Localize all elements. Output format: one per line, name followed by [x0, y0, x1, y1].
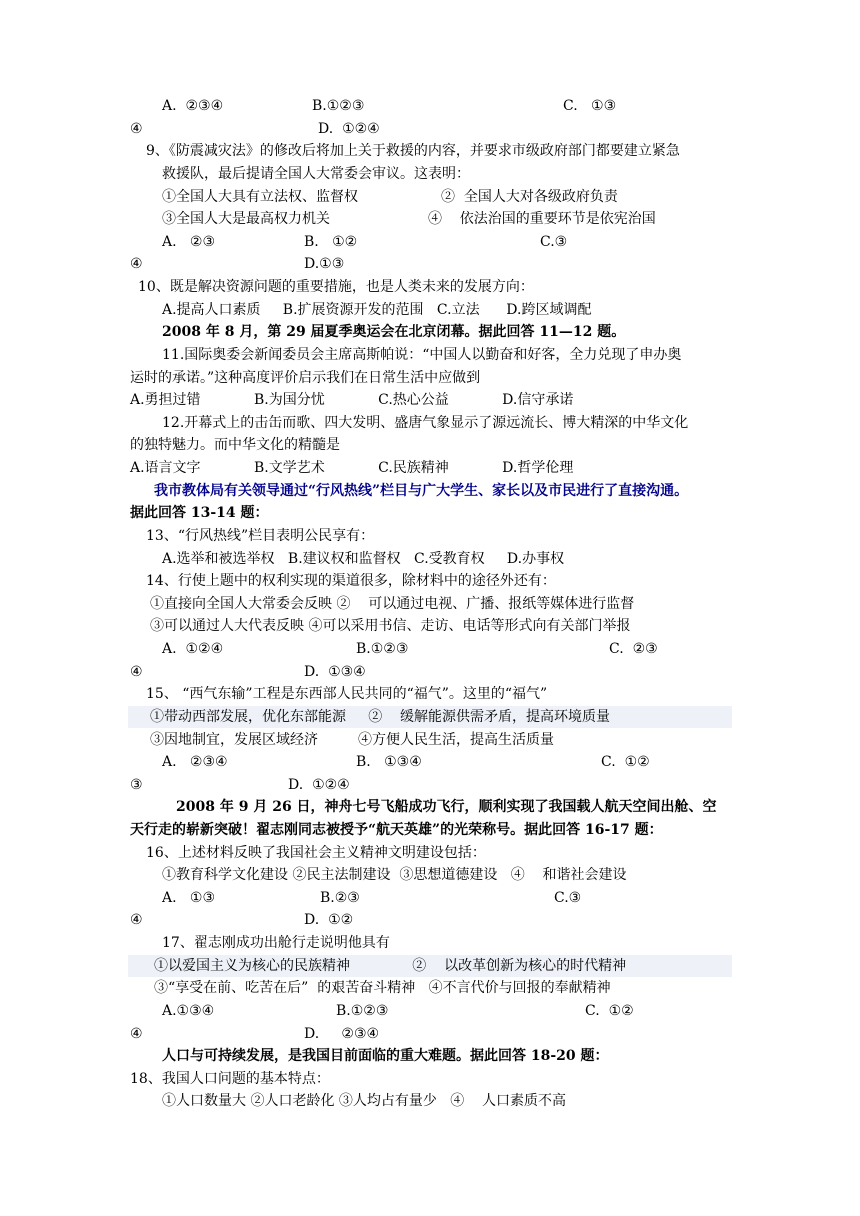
text-line: ①全国人大具有立法权、监督权	[162, 189, 358, 205]
text-line: ④	[130, 1026, 143, 1042]
text-line: ④ 依法治国的重要环节是依宪治国	[428, 211, 656, 227]
text-line: 12.开幕式上的击缶而歌、四大发明、盛唐气象显示了源远流长、博大精深的中华文化	[162, 415, 689, 431]
text-line: 人口与可持续发展，是我国目前面临的重大难题。据此回答 18-20 题：	[162, 1048, 609, 1064]
text-line: 17、翟志刚成功出舱行走说明他具有	[162, 935, 390, 951]
text-line: 15、 “西气东输”工程是东西部人民共同的“福气”。这里的“福气”	[146, 686, 548, 702]
text-line: C.③	[540, 234, 568, 250]
text-line: ④	[130, 121, 143, 137]
text-line: A.提高人口素质 B.扩展资源开发的范围 C.立法 D.跨区域调配	[162, 302, 592, 318]
text-line: 16、上述材料反映了我国社会主义精神文明建设包括：	[146, 845, 486, 861]
text-line: ③全国人大是最高权力机关	[162, 211, 330, 227]
text-line: C. ①②	[601, 754, 650, 770]
text-line: ③“享受在前、吃苦在后” 的艰苦奋斗精神 ④不言代价与回报的奉献精神	[154, 980, 611, 996]
text-line: A.①③④	[162, 1003, 215, 1019]
text-line: ③	[130, 777, 143, 793]
text-line: A. ②③	[162, 234, 216, 250]
text-line: B.②③	[320, 890, 360, 906]
text-line: A. ②③④	[162, 98, 224, 114]
text-line: 运时的承诺。”这种高度评价启示我们在日常生活中应做到	[130, 370, 481, 386]
text-line: A. ①③	[162, 890, 216, 906]
text-line: ①人口数量大 ②人口老龄化 ③人均占有量少 ④ 人口素质不高	[162, 1093, 567, 1109]
text-line: C.③	[554, 890, 582, 906]
text-line: C. ①②	[585, 1003, 634, 1019]
text-line: A. ①②④	[162, 641, 224, 657]
text-line: B. ①③④	[356, 754, 422, 770]
text-line: C. ②③	[609, 641, 658, 657]
text-line: C. ①③	[563, 98, 617, 114]
text-line: ④	[130, 912, 143, 928]
text-line: ①带动西部发展，优化东部能源 ② 缓解能源供需矛盾，提高环境质量	[150, 709, 611, 725]
text-line: 18、我国人口问题的基本特点：	[130, 1071, 330, 1087]
text-line: 救援队，最后提请全国人大常委会审议。这表明：	[162, 166, 470, 182]
text-line: 的独特魅力。而中华文化的精髓是	[130, 437, 340, 453]
text-line: ③可以通过人大代表反映 ④可以采用书信、走访、电话等形式向有关部门举报	[150, 618, 631, 634]
text-line: 据此回答 13-14 题：	[130, 505, 269, 521]
text-line: 11.国际奥委会新闻委员会主席高斯帕说：“中国人以勤奋和好客，全力兑现了申办奥	[162, 347, 682, 363]
text-line: ④	[130, 664, 143, 680]
text-line: 9、《防震减灾法》的修改后将加上关于救援的内容，并要求市级政府部门都要建立紧急	[146, 143, 680, 159]
text-line: ①以爱国主义为核心的民族精神 ② 以改革创新为核心的时代精神	[154, 958, 627, 974]
text-line: 14、行使上题中的权利实现的渠道很多，除材料中的途径外还有：	[146, 573, 556, 589]
text-line: 2008 年 8 月，第 29 届夏季奥运会在北京闭幕。据此回答 11—12 题。	[162, 324, 626, 340]
text-line: 10、既是解决资源问题的重要措施，也是人类未来的发展方向：	[138, 279, 534, 295]
text-line: ①直接向全国人大常委会反映 ② 可以通过电视、广播、报纸等媒体进行监督	[150, 596, 635, 612]
text-line: 13、“行风热线”栏目表明公民享有：	[146, 528, 375, 544]
text-line: B.①②③	[336, 1003, 389, 1019]
text-line: D. ①③④	[304, 664, 366, 680]
text-line: 我市教体局有关领导通过“行风热线”栏目与广大学生、家长以及市民进行了直接沟通。	[154, 483, 689, 499]
text-line: A. ②③④	[162, 754, 228, 770]
text-line: D.①③	[304, 256, 345, 272]
text-line: ③因地制宜，发展区域经济 ④方便人民生活，提高生活质量	[150, 732, 555, 748]
text-line: ④	[130, 256, 143, 272]
text-line: 2008 年 9 月 26 日，神舟七号飞船成功飞行，顺利实现了我国载人航天空间出舱、空	[176, 799, 717, 815]
text-line: A.勇担过错 B.为国分忧 C.热心公益 D.信守承诺	[130, 392, 574, 408]
text-line: B. ①②	[304, 234, 358, 250]
text-line: ② 全国人大对各级政府负责	[441, 189, 618, 205]
text-line: ①教育科学文化建设 ②民主法制建设 ③思想道德建设 ④ 和谐社会建设	[162, 867, 627, 883]
text-line: B.①②③	[356, 641, 409, 657]
text-line: D. ①②④	[288, 777, 350, 793]
text-line: D. ②③④	[304, 1026, 380, 1042]
text-line: 天行走的崭新突破！翟志刚同志被授予“航天英雄”的光荣称号。据此回答 16-17 题：	[130, 822, 663, 838]
text-line: B.①②③	[312, 98, 365, 114]
text-line: A.语言文字 B.文学艺术 C.民族精神 D.哲学伦理	[130, 460, 574, 476]
text-line: D. ①②	[304, 912, 354, 928]
text-line: D. ①②④	[318, 121, 380, 137]
text-line: A.选举和被选举权 B.建议权和监督权 C.受教育权 D.办事权	[162, 551, 565, 567]
